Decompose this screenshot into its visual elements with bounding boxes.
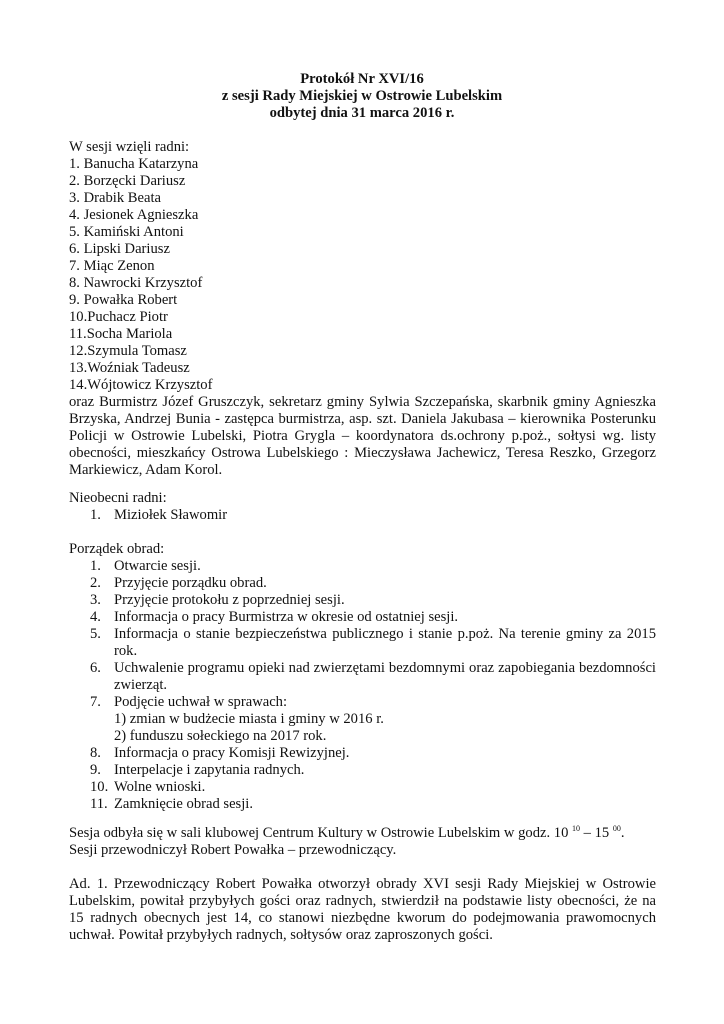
guests-line: obecności, mieszkańcy Ostrowa Lubelskiego : Mieczysława Jachewicz, Teresa Reszko, Grzegorz — [69, 445, 656, 461]
guests-line: oraz Burmistrz Józef Gruszczyk, sekretarz gminy Sylwia Szczepańska, skarbnik gminy Agnieszka — [69, 394, 656, 410]
member-item: 10.Puchacz Piotr — [69, 309, 168, 325]
agenda-item-text: Informacja o pracy Burmistrza w okresie od ostatniej sesji. — [114, 609, 459, 625]
session-location-text: Sesja odbyła się w sali klubowej Centrum Kultury w Ostrowie Lubelskim w godz. 10 — [69, 825, 569, 841]
absent-section — [69, 490, 656, 524]
agenda-item-number: 5. — [90, 626, 101, 642]
member-item: 5. Kamiński Antoni — [69, 224, 184, 240]
agenda-item-text: Przyjęcie porządku obrad. — [114, 575, 267, 591]
member-item: 9. Powałka Robert — [69, 292, 178, 308]
ad1-line: Lubelskim, powitał przybyłych gości oraz radnych, stwierdził na podstawie listy obecności, że na — [69, 893, 656, 909]
agenda-item-text: Zamknięcie obrad sesji. — [114, 796, 253, 812]
member-item: 6. Lipski Dariusz — [69, 241, 170, 257]
member-item: 8. Nawrocki Krzysztof — [69, 275, 203, 291]
member-item: 11.Socha Mariola — [69, 326, 173, 342]
agenda-item-number: 7. — [90, 694, 101, 710]
end-hour: – 15 — [580, 825, 610, 841]
absent-heading: Nieobecni radni: — [69, 490, 167, 506]
agenda-item-number: 4. — [90, 609, 101, 625]
agenda-item-number: 10. — [90, 779, 109, 795]
protocol-date: odbytej dnia 31 marca 2016 r. — [269, 105, 455, 121]
member-item: 13.Woźniak Tadeusz — [69, 360, 190, 376]
agenda-item — [69, 762, 656, 779]
agenda-item-number: 6. — [90, 660, 101, 676]
absent-item — [69, 507, 656, 524]
agenda-item-number: 8. — [90, 745, 101, 761]
session-time-line — [69, 825, 656, 842]
protocol-subtitle: z sesji Rady Miejskiej w Ostrowie Lubelskim — [221, 88, 503, 104]
agenda-item — [69, 694, 656, 711]
member-item: 7. Miąc Zenon — [69, 258, 155, 274]
agenda-item-text: Informacja o pracy Komisji Rewizyjnej. — [114, 745, 350, 761]
agenda-section — [69, 541, 656, 813]
guests-line: Markiewicz, Adam Korol. — [69, 462, 223, 478]
agenda-item-number: 11. — [90, 796, 108, 812]
ad1-line: Ad. 1. Przewodniczący Robert Powałka otworzył obrady XVI sesji Rady Miejskiej w Ostrowie — [69, 876, 656, 892]
agenda-item-text: Uchwalenie programu opieki nad zwierzętami bezdomnymi oraz zapobiegania bezdomności zwierząt. — [114, 660, 656, 693]
member-item: 12.Szymula Tomasz — [69, 343, 187, 359]
ad1-line: 15 radnych obecnych jest 14, co stanowi niezbędne kworum do podejmowania prawomocnych — [69, 910, 656, 926]
session-section — [69, 825, 656, 859]
agenda-item — [69, 609, 656, 626]
session-chair-line: Sesji przewodniczył Robert Powałka – przewodniczący. — [69, 842, 397, 858]
agenda-item-text: Interpelacje i zapytania radnych. — [114, 762, 305, 778]
protocol-title: Protokół Nr XVI/16 — [300, 71, 424, 87]
agenda-item-number: 9. — [90, 762, 101, 778]
absent-item-name: Miziołek Sławomir — [114, 507, 228, 523]
agenda-heading: Porządek obrad: — [69, 541, 165, 557]
agenda-item-number: 3. — [90, 592, 101, 608]
agenda-item-text: Informacja o stanie bezpieczeństwa publicznego i stanie p.poż. Na terenie gminy za 2015 rok. — [114, 626, 656, 659]
member-item: 1. Banucha Katarzyna — [69, 156, 199, 172]
agenda-item-number: 1. — [90, 558, 101, 574]
agenda-item-text: Wolne wnioski. — [114, 779, 206, 795]
guests-line: Brzyska, Andrzej Bunia - zastępca burmistrza, asp. szt. Daniela Jakubasa – kierownika Posterunku — [69, 411, 656, 427]
member-item: 4. Jesionek Agnieszka — [69, 207, 199, 223]
absent-item-number: 1. — [90, 507, 101, 523]
member-item: 3. Drabik Beata — [69, 190, 161, 206]
agenda-item — [69, 575, 656, 592]
ad1-section — [69, 876, 656, 944]
end-minutes: 00 — [612, 824, 621, 833]
session-time-end: . — [620, 825, 625, 841]
ad1-line: uchwał. Powitał przybyłych radnych, sołtysów oraz zaproszonych gości. — [69, 927, 493, 943]
agenda-item — [69, 626, 656, 660]
agenda-item-text: Przyjęcie protokołu z poprzedniej sesji. — [114, 592, 345, 608]
agenda-item-text: Podjęcie uchwał w sprawach: — [114, 694, 288, 710]
attendance-section — [69, 139, 656, 479]
attendance-heading: W sesji wzięli radni: — [69, 139, 190, 155]
agenda-subitem: 1) zmian w budżecie miasta i gminy w 2016 r. — [114, 711, 384, 727]
agenda-item — [69, 779, 656, 796]
agenda-item — [69, 796, 656, 813]
member-item: 14.Wójtowicz Krzysztof — [69, 377, 213, 393]
agenda-item-text: Otwarcie sesji. — [114, 558, 201, 574]
guests-line: Policji w Ostrowie Lubelski, Piotra Grygla – koordynatora ds.ochrony p.poż., sołtysi wg. listy — [69, 428, 656, 444]
agenda-subitem: 2) funduszu sołeckiego na 2017 rok. — [114, 728, 327, 744]
agenda-item — [69, 558, 656, 575]
agenda-item — [69, 592, 656, 609]
agenda-item — [69, 745, 656, 762]
member-item: 2. Borzęcki Dariusz — [69, 173, 186, 189]
agenda-item — [69, 660, 656, 694]
start-minutes: 10 — [572, 824, 581, 833]
agenda-item-number: 2. — [90, 575, 101, 591]
